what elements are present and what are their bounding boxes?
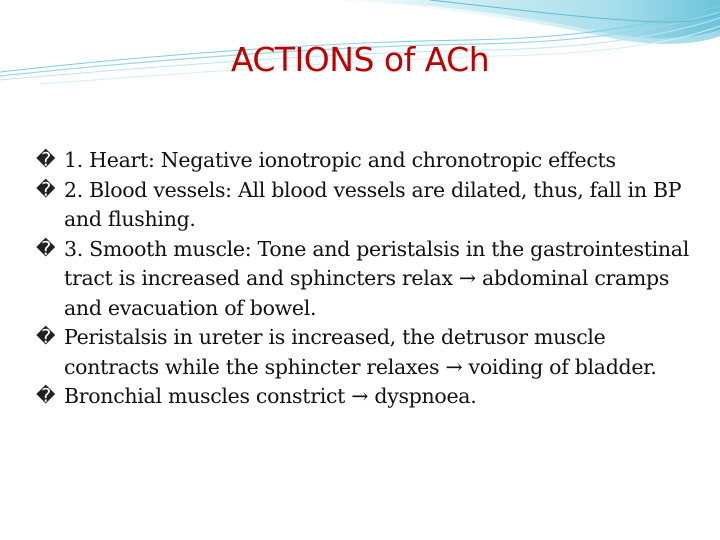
bullet-marker-icon: � bbox=[36, 385, 56, 407]
bullet-text: 1. Heart: Negative ionotropic and chronotropic effects bbox=[64, 148, 616, 172]
bullet-text: Bronchial muscles constrict → dyspnoea. bbox=[64, 384, 477, 408]
bullet-item bbox=[36, 323, 696, 382]
bullet-marker-icon: � bbox=[36, 149, 56, 171]
bullet-text: Peristalsis in ureter is increased, the detrusor muscle contracts while the sphincter relaxes → voiding of bladder. bbox=[64, 325, 657, 379]
bullet-list bbox=[36, 146, 696, 412]
bullet-text: 3. Smooth muscle: Tone and peristalsis in the gastrointestinal tract is increased and sphincters relax → abdominal cramps and evacuation of bowel. bbox=[64, 236, 689, 320]
bullet-item bbox=[36, 235, 696, 324]
slide-title: ACTIONS of ACh bbox=[230, 40, 490, 79]
bullet-marker-icon: � bbox=[36, 178, 56, 201]
bullet-text: 2. Blood vessels: All blood vessels are dilated, thus, fall in BP and flushing. bbox=[64, 177, 682, 231]
bullet-marker-icon: � bbox=[36, 237, 56, 260]
bullet-item bbox=[36, 382, 696, 412]
bullet-item bbox=[36, 176, 696, 235]
bullet-item bbox=[36, 146, 696, 176]
bullet-marker-icon: � bbox=[36, 326, 56, 348]
